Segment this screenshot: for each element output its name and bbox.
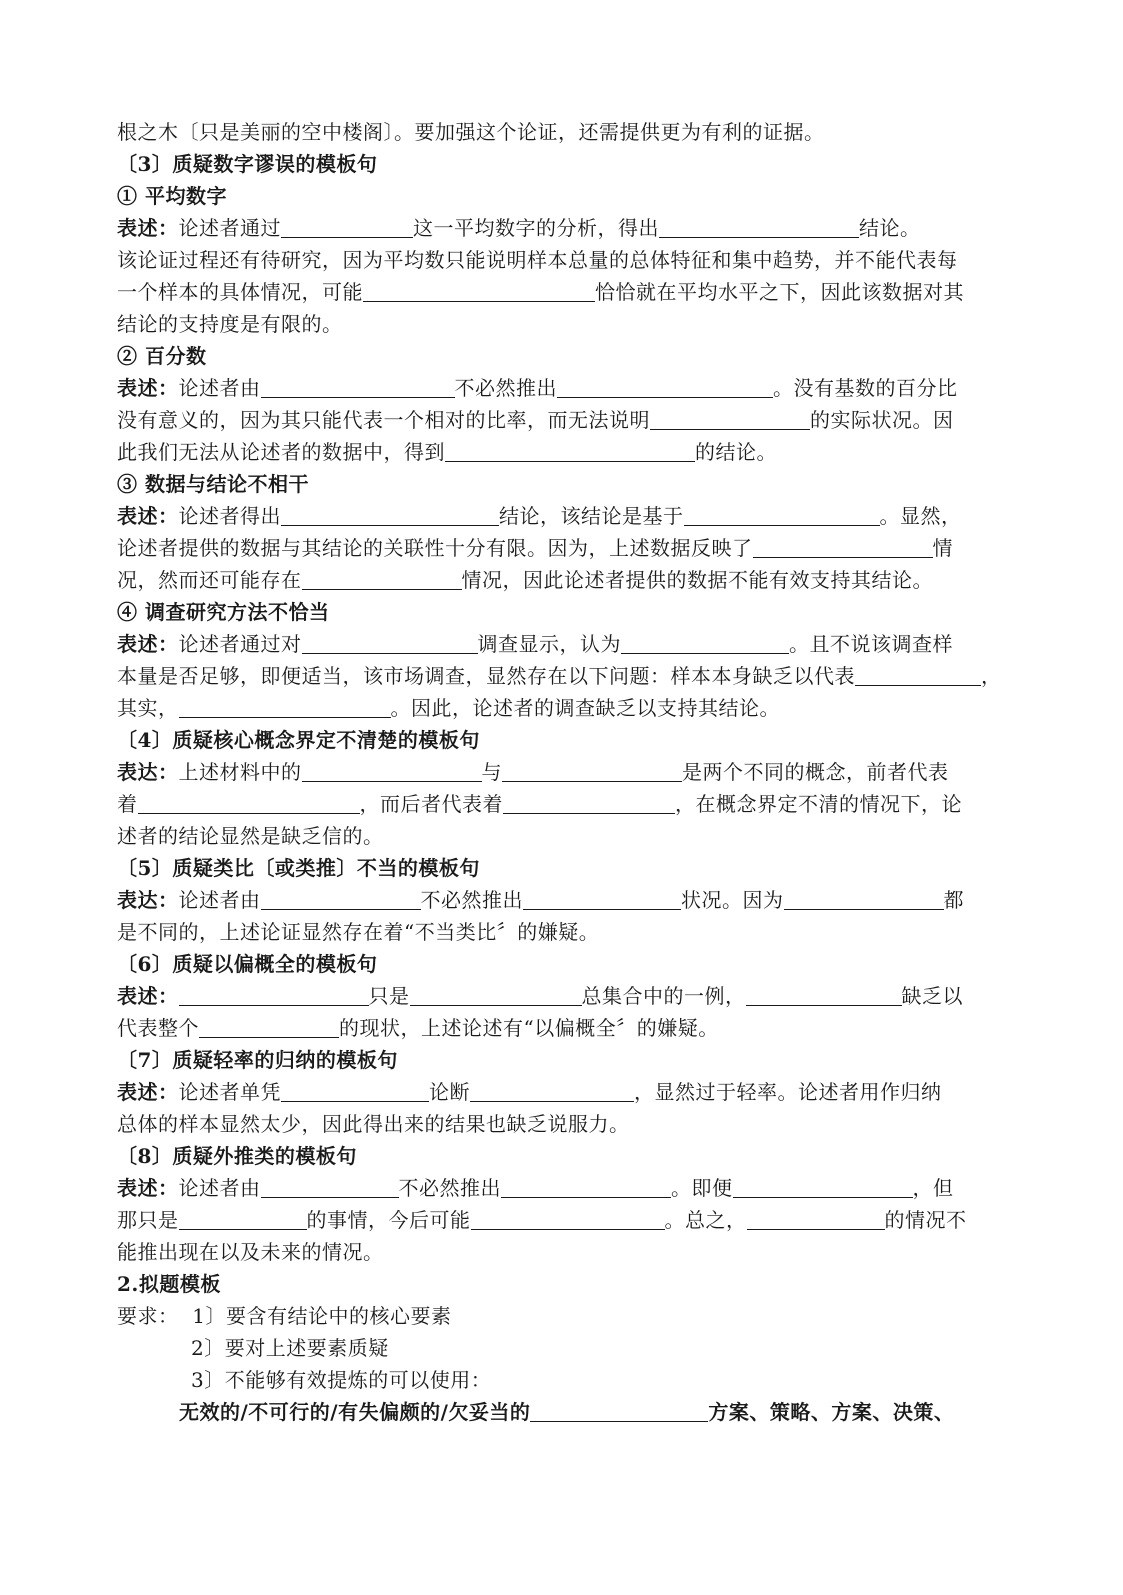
text-line: 没有意义的，因为其只能代表一个相对的比率，而无法说明 的实际状况。因 bbox=[117, 408, 954, 432]
text-line: 况，然而还可能存在 情况，因此论述者提供的数据不能有效支持其结论。 bbox=[117, 568, 933, 592]
fill-blank[interactable] bbox=[445, 439, 695, 462]
subsection-heading: ④ 调查研究方法不恰当 bbox=[117, 600, 330, 624]
requirement-line: 3〕不能够有效提炼的可以使用： bbox=[191, 1368, 492, 1392]
fill-blank[interactable] bbox=[281, 1079, 429, 1102]
text-line: 论述者提供的数据与其结论的关联性十分有限。因为，上述数据反映了 情 bbox=[117, 536, 953, 560]
text-line: 一个样本的具体情况，可能 恰恰就在平均水平之下，因此该数据对其 bbox=[117, 280, 964, 304]
text-line: 总体的样本显然太少，因此得出来的结果也缺乏说服力。 bbox=[117, 1112, 630, 1136]
section-heading: 〔4〕质疑核心概念界定不清楚的模板句 bbox=[117, 728, 480, 752]
fill-blank[interactable] bbox=[261, 375, 455, 398]
text-line: 结论的支持度是有限的。 bbox=[117, 312, 343, 336]
fill-blank[interactable] bbox=[523, 887, 681, 910]
fill-blank[interactable] bbox=[179, 983, 369, 1006]
document-page bbox=[117, 116, 1047, 1428]
template-line: 表述： 只是 总集合中的一例， 缺乏以 bbox=[117, 984, 963, 1008]
fill-blank[interactable] bbox=[302, 567, 462, 590]
fill-blank[interactable] bbox=[281, 215, 413, 238]
subsection-heading: ③ 数据与结论不相干 bbox=[117, 472, 309, 496]
text-line: 那只是 的事情，今后可能 。总之， 的情况不 bbox=[117, 1208, 967, 1232]
section-heading: 〔7〕质疑轻率的归纳的模板句 bbox=[117, 1048, 398, 1072]
fill-blank[interactable] bbox=[621, 631, 789, 654]
title-template-line: 无效的/不可行的/有失偏颇的/欠妥当的 方案、策略、方案、决策、 bbox=[179, 1400, 955, 1424]
fill-blank[interactable] bbox=[501, 1175, 671, 1198]
template-line: 表述：论述者通过 这一平均数字的分析，得出 结论。 bbox=[117, 216, 921, 240]
fill-blank[interactable] bbox=[684, 503, 880, 526]
fill-blank[interactable] bbox=[733, 1175, 913, 1198]
text-line: 其实， 。因此，论述者的调查缺乏以支持其结论。 bbox=[117, 696, 780, 720]
fill-blank[interactable] bbox=[747, 1207, 885, 1230]
fill-blank[interactable] bbox=[503, 791, 675, 814]
fill-blank[interactable] bbox=[179, 1207, 307, 1230]
fill-blank[interactable] bbox=[530, 1399, 708, 1422]
section-heading: 〔5〕质疑类比〔或类推〕不当的模板句 bbox=[117, 856, 480, 880]
fill-blank[interactable] bbox=[855, 663, 981, 686]
fill-blank[interactable] bbox=[410, 983, 582, 1006]
fill-blank[interactable] bbox=[753, 535, 933, 558]
subsection-heading: ② 百分数 bbox=[117, 344, 207, 368]
fill-blank[interactable] bbox=[199, 1015, 339, 1038]
section-heading: 〔3〕质疑数字谬误的模板句 bbox=[117, 152, 378, 176]
template-line: 表达：论述者由 不必然推出 状况。因为 都 bbox=[117, 888, 964, 912]
fill-blank[interactable] bbox=[502, 759, 682, 782]
text-line: 本量是否足够，即便适当，该市场调查，显然存在以下问题：样本本身缺乏以代表 ， bbox=[117, 664, 1002, 688]
section-heading: 2.拟题模板 bbox=[117, 1272, 221, 1296]
text-line: 根之木〔只是美丽的空中楼阁〕。要加强这个论证，还需提供更为有利的证据。 bbox=[117, 120, 825, 144]
requirement-line: 2〕要对上述要素质疑 bbox=[191, 1336, 389, 1360]
requirement-line: 要求： 1〕要含有结论中的核心要素 bbox=[117, 1304, 452, 1328]
text-line: 此我们无法从论述者的数据中，得到 的结论。 bbox=[117, 440, 777, 464]
fill-blank[interactable] bbox=[470, 1079, 634, 1102]
section-heading: 〔8〕质疑外推类的模板句 bbox=[117, 1144, 357, 1168]
text-line: 述者的结论显然是缺乏信的。 bbox=[117, 824, 384, 848]
text-line: 是不同的，上述论证显然存在着“不当类比〞的嫌疑。 bbox=[117, 920, 600, 944]
text-line: 该论证过程还有待研究，因为平均数只能说明样本总量的总体特征和集中趋势，并不能代表每 bbox=[117, 248, 958, 272]
subsection-heading: ① 平均数字 bbox=[117, 184, 227, 208]
template-line: 表达：上述材料中的 与 是两个不同的概念，前者代表 bbox=[117, 760, 949, 784]
fill-blank[interactable] bbox=[179, 695, 391, 718]
template-line: 表述：论述者由 不必然推出 。没有基数的百分比 bbox=[117, 376, 958, 400]
template-line: 表述：论述者得出 结论，该结论是基于 。显然， bbox=[117, 504, 962, 528]
fill-blank[interactable] bbox=[471, 1207, 665, 1230]
fill-blank[interactable] bbox=[302, 759, 482, 782]
fill-blank[interactable] bbox=[650, 407, 810, 430]
fill-blank[interactable] bbox=[302, 631, 478, 654]
fill-blank[interactable] bbox=[261, 1175, 399, 1198]
template-line: 表述：论述者由 不必然推出 。即便 ，但 bbox=[117, 1176, 954, 1200]
template-line: 表述：论述者通过对 调查显示，认为 。且不说该调查样 bbox=[117, 632, 953, 656]
text-line: 代表整个 的现状，上述论述有“以偏概全〞的嫌疑。 bbox=[117, 1016, 719, 1040]
fill-blank[interactable] bbox=[261, 887, 421, 910]
fill-blank[interactable] bbox=[363, 279, 595, 302]
section-heading: 〔6〕质疑以偏概全的模板句 bbox=[117, 952, 378, 976]
fill-blank[interactable] bbox=[659, 215, 859, 238]
text-line: 着 ，而后者代表着 ，在概念界定不清的情况下，论 bbox=[117, 792, 962, 816]
fill-blank[interactable] bbox=[784, 887, 944, 910]
fill-blank[interactable] bbox=[746, 983, 902, 1006]
template-line: 表述：论述者单凭 论断 ，显然过于轻率。论述者用作归纳 bbox=[117, 1080, 942, 1104]
text-line: 能推出现在以及未来的情况。 bbox=[117, 1240, 384, 1264]
fill-blank[interactable] bbox=[557, 375, 773, 398]
fill-blank[interactable] bbox=[138, 791, 360, 814]
fill-blank[interactable] bbox=[281, 503, 499, 526]
